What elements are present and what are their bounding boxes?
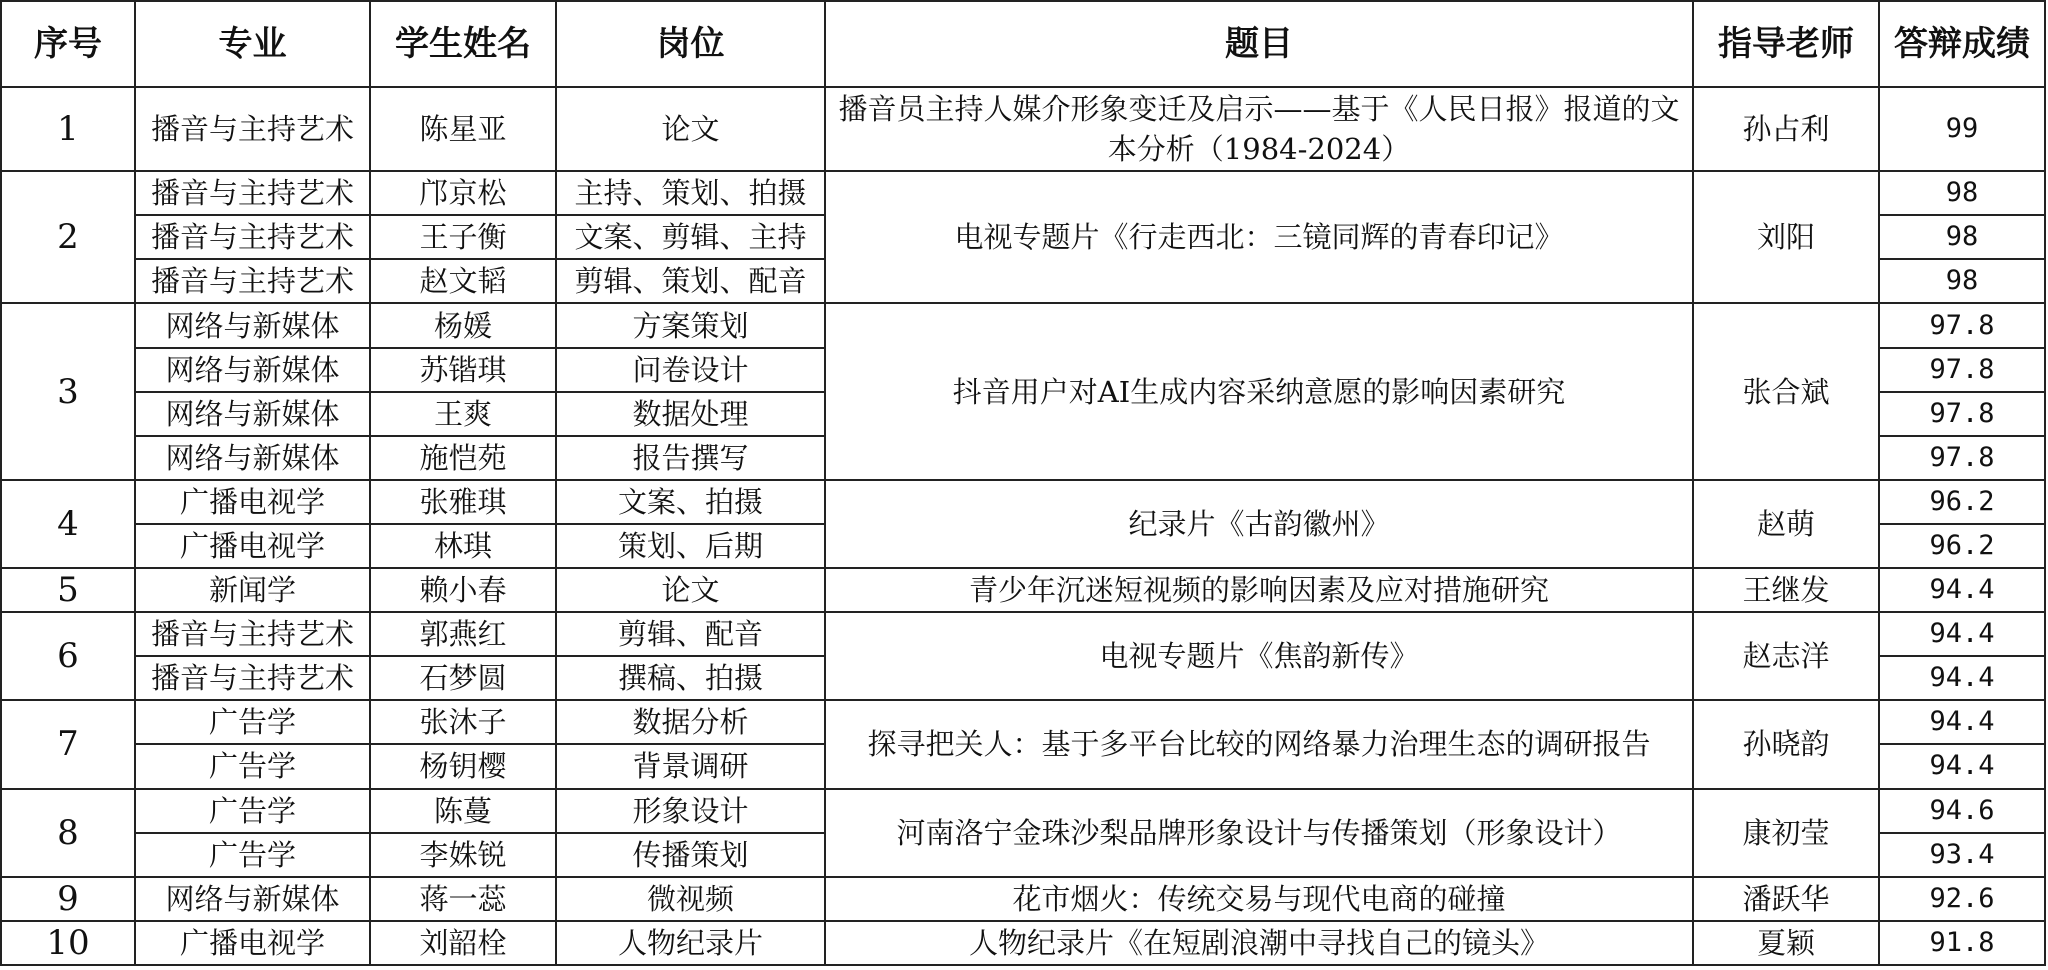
member-role: 人物纪录片 (556, 921, 825, 965)
member-role: 传播策划 (556, 833, 825, 877)
header-advisor: 指导老师 (1693, 1, 1879, 87)
member-student-name: 蒋一蕊 (370, 877, 556, 921)
group-index: 2 (1, 171, 135, 303)
member-student-name: 杨钥樱 (370, 744, 556, 788)
member-major: 播音与主持艺术 (135, 656, 370, 700)
group-advisor: 孙晓韵 (1693, 700, 1879, 788)
member-role: 数据分析 (556, 700, 825, 744)
group-index: 9 (1, 877, 135, 921)
member-score: 97.8 (1879, 392, 2045, 436)
member-score: 97.8 (1879, 303, 2045, 347)
group-index: 4 (1, 480, 135, 568)
member-role: 文案、拍摄 (556, 480, 825, 524)
member-major: 广告学 (135, 789, 370, 833)
group-title: 人物纪录片《在短剧浪潮中寻找自己的镜头》 (825, 921, 1693, 965)
member-student-name: 陈星亚 (370, 87, 556, 171)
table-row (1, 921, 2045, 965)
member-student-name: 陈蔓 (370, 789, 556, 833)
member-major: 广告学 (135, 700, 370, 744)
member-major: 播音与主持艺术 (135, 171, 370, 215)
group-advisor: 赵志洋 (1693, 612, 1879, 700)
member-student-name: 赵文韬 (370, 259, 556, 303)
member-role: 背景调研 (556, 744, 825, 788)
member-major: 新闻学 (135, 568, 370, 612)
group-advisor: 王继发 (1693, 568, 1879, 612)
group-advisor: 康初莹 (1693, 789, 1879, 877)
member-major: 网络与新媒体 (135, 303, 370, 347)
member-student-name: 施恺苑 (370, 436, 556, 480)
group-advisor: 夏颖 (1693, 921, 1879, 965)
group-index: 7 (1, 700, 135, 788)
member-student-name: 李姝锐 (370, 833, 556, 877)
member-role: 论文 (556, 87, 825, 171)
table-row (1, 877, 2045, 921)
member-major: 广播电视学 (135, 480, 370, 524)
member-student-name: 张雅琪 (370, 480, 556, 524)
group-advisor: 赵萌 (1693, 480, 1879, 568)
member-score: 92.6 (1879, 877, 2045, 921)
member-score: 96.2 (1879, 480, 2045, 524)
table-row (1, 789, 2045, 833)
member-major: 广播电视学 (135, 524, 370, 568)
group-title: 探寻把关人：基于多平台比较的网络暴力治理生态的调研报告 (825, 700, 1693, 788)
member-score: 99 (1879, 87, 2045, 171)
member-role: 微视频 (556, 877, 825, 921)
member-student-name: 石梦圆 (370, 656, 556, 700)
member-student-name: 王子衡 (370, 215, 556, 259)
group-index: 8 (1, 789, 135, 877)
group-index: 6 (1, 612, 135, 700)
header-row (1, 1, 2045, 87)
member-score: 91.8 (1879, 921, 2045, 965)
member-role: 剪辑、配音 (556, 612, 825, 656)
table-row (1, 568, 2045, 612)
member-score: 94.6 (1879, 789, 2045, 833)
table-row (1, 612, 2045, 656)
member-role: 论文 (556, 568, 825, 612)
member-score: 96.2 (1879, 524, 2045, 568)
member-score: 94.4 (1879, 568, 2045, 612)
group-index: 5 (1, 568, 135, 612)
table-row (1, 87, 2045, 171)
member-role: 方案策划 (556, 303, 825, 347)
group-index: 3 (1, 303, 135, 479)
group-title: 播音员主持人媒介形象变迁及启示——基于《人民日报》报道的文本分析（1984-2024） (825, 87, 1693, 171)
table-row (1, 480, 2045, 524)
member-role: 数据处理 (556, 392, 825, 436)
member-score: 97.8 (1879, 436, 2045, 480)
group-title: 电视专题片《焦韵新传》 (825, 612, 1693, 700)
member-student-name: 杨媛 (370, 303, 556, 347)
member-student-name: 邝京松 (370, 171, 556, 215)
member-student-name: 王爽 (370, 392, 556, 436)
member-major: 广播电视学 (135, 921, 370, 965)
member-major: 广告学 (135, 744, 370, 788)
member-role: 报告撰写 (556, 436, 825, 480)
header-student-name: 学生姓名 (370, 1, 556, 87)
member-role: 剪辑、策划、配音 (556, 259, 825, 303)
table-row (1, 303, 2045, 347)
member-role: 文案、剪辑、主持 (556, 215, 825, 259)
table-row (1, 700, 2045, 744)
group-advisor: 刘阳 (1693, 171, 1879, 303)
member-score: 97.8 (1879, 348, 2045, 392)
member-major: 网络与新媒体 (135, 348, 370, 392)
table-body (1, 87, 2045, 965)
member-student-name: 苏锴琪 (370, 348, 556, 392)
group-advisor: 张合斌 (1693, 303, 1879, 479)
group-title: 抖音用户对AI生成内容采纳意愿的影响因素研究 (825, 303, 1693, 479)
table-row (1, 171, 2045, 215)
member-major: 播音与主持艺术 (135, 612, 370, 656)
member-score: 94.4 (1879, 656, 2045, 700)
member-score: 94.4 (1879, 744, 2045, 788)
member-major: 网络与新媒体 (135, 436, 370, 480)
group-title: 纪录片《古韵徽州》 (825, 480, 1693, 568)
member-role: 撰稿、拍摄 (556, 656, 825, 700)
group-advisor: 孙占利 (1693, 87, 1879, 171)
member-score: 98 (1879, 215, 2045, 259)
group-index: 10 (1, 921, 135, 965)
group-title: 河南洛宁金珠沙梨品牌形象设计与传播策划（形象设计） (825, 789, 1693, 877)
member-score: 93.4 (1879, 833, 2045, 877)
member-major: 播音与主持艺术 (135, 215, 370, 259)
member-student-name: 郭燕红 (370, 612, 556, 656)
group-title: 花市烟火：传统交易与现代电商的碰撞 (825, 877, 1693, 921)
member-major: 播音与主持艺术 (135, 87, 370, 171)
member-role: 问卷设计 (556, 348, 825, 392)
member-student-name: 刘韶栓 (370, 921, 556, 965)
member-major: 网络与新媒体 (135, 877, 370, 921)
header-major: 专业 (135, 1, 370, 87)
member-score: 94.4 (1879, 612, 2045, 656)
header-score: 答辩成绩 (1879, 1, 2045, 87)
member-student-name: 林琪 (370, 524, 556, 568)
member-student-name: 赖小春 (370, 568, 556, 612)
header-title: 题目 (825, 1, 1693, 87)
group-advisor: 潘跃华 (1693, 877, 1879, 921)
group-title: 青少年沉迷短视频的影响因素及应对措施研究 (825, 568, 1693, 612)
member-major: 网络与新媒体 (135, 392, 370, 436)
member-role: 形象设计 (556, 789, 825, 833)
header-role: 岗位 (556, 1, 825, 87)
member-role: 策划、后期 (556, 524, 825, 568)
member-student-name: 张沐子 (370, 700, 556, 744)
group-title: 电视专题片《行走西北：三镜同辉的青春印记》 (825, 171, 1693, 303)
member-major: 播音与主持艺术 (135, 259, 370, 303)
group-index: 1 (1, 87, 135, 171)
member-score: 94.4 (1879, 700, 2045, 744)
header-index: 序号 (1, 1, 135, 87)
member-score: 98 (1879, 171, 2045, 215)
member-role: 主持、策划、拍摄 (556, 171, 825, 215)
member-major: 广告学 (135, 833, 370, 877)
member-score: 98 (1879, 259, 2045, 303)
